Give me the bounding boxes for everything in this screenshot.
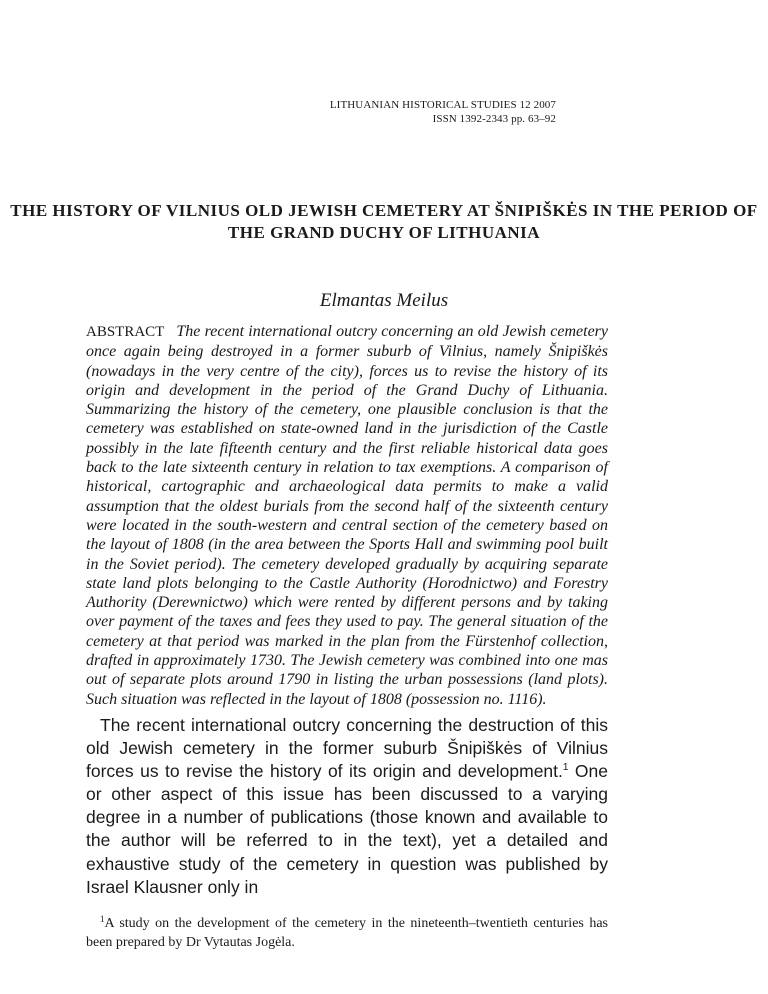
- article-title: THE HISTORY OF VILNIUS OLD JEWISH CEMETERY AT ŠNIPIŠKĖS IN THE PERIOD OF THE GRAND DUCHY OF LITHUANIA: [10, 201, 758, 242]
- footnote-number: 1: [100, 914, 105, 924]
- journal-header: [330, 98, 556, 126]
- abstract-label: ABSTRACT: [86, 324, 165, 340]
- footnote-text: A study on the development of the cemetery in the nineteenth–twentieth centuries has been prepared by Dr Vytautas Jogėla.: [86, 916, 608, 950]
- abstract-text: The recent international outcry concerning an old Jewish cemetery once again being destroyed in a former suburb of Vilnius, namely Šnipiškės (nowadays in the very centre of the city), forces us to revise the history of its origin and development in the period of the Grand Duchy of Lithuania. Summarizing the history of the cemetery, one plausible conclusion is that the cemetery was established on state-owned land in the jurisdiction of the Castle possibly in the late fifteenth century and the first reliable historical data goes back to the late sixteenth century in relation to tax exemptions. A comparison of historical, cartographic and archaeological data permits to make a valid assumption that the oldest burials from the second half of the sixteenth century were located in the south-western and central section of the cemetery based on the layout of 1808 (in the area between the Sports Hall and swimming pool built in the Soviet period). The cemetery developed gradually by acquiring separate state land plots belonging to the Castle Authority (Horodnictwo) and Forestry Authority (Derewnictwo) which were rented by different persons and by taking over payment of the taxes and fees they used to pay. The general situation of the cemetery at that period was marked in the plan from the Fürstenhof collection, drafted in approximately 1730. The Jewish cemetery was combined into one mas out of separate plots around 1790 in listing the urban possessions (land plots). Such situation was reflected in the layout of 1808 (possession no. 1116).: [86, 323, 608, 708]
- footnote: [86, 914, 608, 952]
- body-text-before-note: The recent international outcry concerning the destruction of this old Jewish cemetery in the former suburb Šnipiškės of Vilnius forces us to revise the history of its origin and development.: [86, 715, 608, 782]
- body-text-after-note: One or other aspect of this issue has been discussed to a varying degree in a number of publications (those known and available to the author will be referred to in the text), yet a detailed and exhaustive study of the cemetery in question was published by Israel Klausner only in: [86, 761, 608, 897]
- journal-name-line: LITHUANIAN HISTORICAL STUDIES 12 2007: [329, 99, 556, 111]
- author-name: Elmantas Meilus: [319, 290, 449, 311]
- footnote-reference[interactable]: 1: [562, 762, 569, 774]
- issn-line: ISSN 1392-2343 pp. 63–92: [432, 113, 556, 125]
- abstract: [86, 322, 608, 709]
- body-paragraph: [86, 714, 608, 899]
